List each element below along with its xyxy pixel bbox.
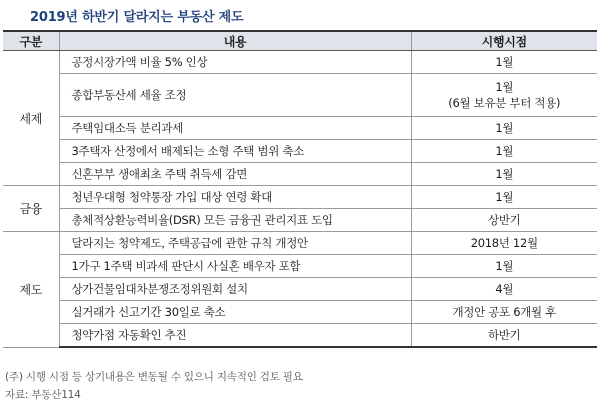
timing-cell bbox=[411, 117, 597, 140]
table-row bbox=[3, 186, 597, 209]
timing-cell bbox=[411, 163, 597, 186]
timing-cell bbox=[411, 51, 597, 74]
content-cell: 총체적상환능력비율(DSR) 모든 금융권 관리지표 도입 bbox=[59, 209, 411, 232]
header-content: 내용 bbox=[59, 31, 411, 51]
table-row bbox=[3, 324, 597, 348]
timing-text: 1월 bbox=[495, 167, 514, 181]
timing-cell bbox=[411, 209, 597, 232]
content-cell: 1가구 1주택 비과세 판단시 사실혼 배우자 포함 bbox=[59, 255, 411, 278]
content-cell: 달라지는 청약제도, 주택공급에 관한 규칙 개정안 bbox=[59, 232, 411, 255]
regulation-table bbox=[3, 30, 597, 348]
timing-text: 1월 bbox=[495, 80, 514, 94]
timing-cell bbox=[411, 324, 597, 348]
category-cell: 금융 bbox=[3, 186, 59, 232]
table-row bbox=[3, 51, 597, 74]
content-cell: 주택임대소득 분리과세 bbox=[59, 117, 411, 140]
timing-cell bbox=[411, 186, 597, 209]
table-row bbox=[3, 74, 597, 117]
category-cell: 세제 bbox=[3, 51, 59, 186]
header-category: 구분 bbox=[3, 31, 59, 51]
table-row bbox=[3, 163, 597, 186]
timing-text: 1월 bbox=[495, 121, 514, 135]
timing-text: 1월 bbox=[495, 55, 514, 69]
content-cell: 종합부동산세 세율 조정 bbox=[59, 74, 411, 117]
content-cell: 실거래가 신고기간 30일로 축소 bbox=[59, 301, 411, 324]
table-row bbox=[3, 255, 597, 278]
table-row bbox=[3, 209, 597, 232]
table-header-row bbox=[3, 31, 597, 51]
table-row bbox=[3, 278, 597, 301]
timing-text: 개정안 공포 6개월 후 bbox=[452, 305, 557, 319]
timing-cell bbox=[411, 74, 597, 117]
document-title: 2019년 하반기 달라지는 부동산 제도 bbox=[30, 10, 244, 25]
table-row bbox=[3, 232, 597, 255]
timing-cell bbox=[411, 255, 597, 278]
footnote-note: (주) 시행 시점 등 상기내용은 변동될 수 있으니 지속적인 검토 필요 bbox=[5, 371, 303, 383]
timing-cell bbox=[411, 278, 597, 301]
timing-text: 1월 bbox=[495, 144, 514, 158]
content-cell: 청약가점 자동확인 추진 bbox=[59, 324, 411, 348]
timing-text: 1월 bbox=[495, 190, 514, 204]
header-timing: 시행시점 bbox=[411, 31, 597, 51]
content-cell: 청년우대형 청약통장 가입 대상 연령 확대 bbox=[59, 186, 411, 209]
content-cell: 상가건물임대차분쟁조정위원회 설치 bbox=[59, 278, 411, 301]
category-cell: 제도 bbox=[3, 232, 59, 348]
content-cell: 공정시장가액 비율 5% 인상 bbox=[59, 51, 411, 74]
timing-text: 4월 bbox=[495, 282, 514, 296]
table-body bbox=[3, 51, 597, 348]
timing-cell bbox=[411, 140, 597, 163]
footnote-source: 자료: 부동산114 bbox=[5, 389, 81, 401]
timing-cell bbox=[411, 301, 597, 324]
content-cell: 3주택자 산정에서 배제되는 소형 주택 범위 축소 bbox=[59, 140, 411, 163]
timing-text: 1월 bbox=[495, 259, 514, 273]
content-cell: 신혼부부 생애최초 주택 취득세 감면 bbox=[59, 163, 411, 186]
footnotes bbox=[5, 368, 303, 404]
timing-cell bbox=[411, 232, 597, 255]
timing-text: 하반기 bbox=[488, 328, 521, 342]
timing-text: 2018년 12월 bbox=[470, 236, 538, 250]
table-row bbox=[3, 140, 597, 163]
timing-text: (6월 보유분 부터 적용) bbox=[448, 96, 561, 110]
table-row bbox=[3, 117, 597, 140]
table-row bbox=[3, 301, 597, 324]
timing-text: 상반기 bbox=[488, 213, 521, 227]
